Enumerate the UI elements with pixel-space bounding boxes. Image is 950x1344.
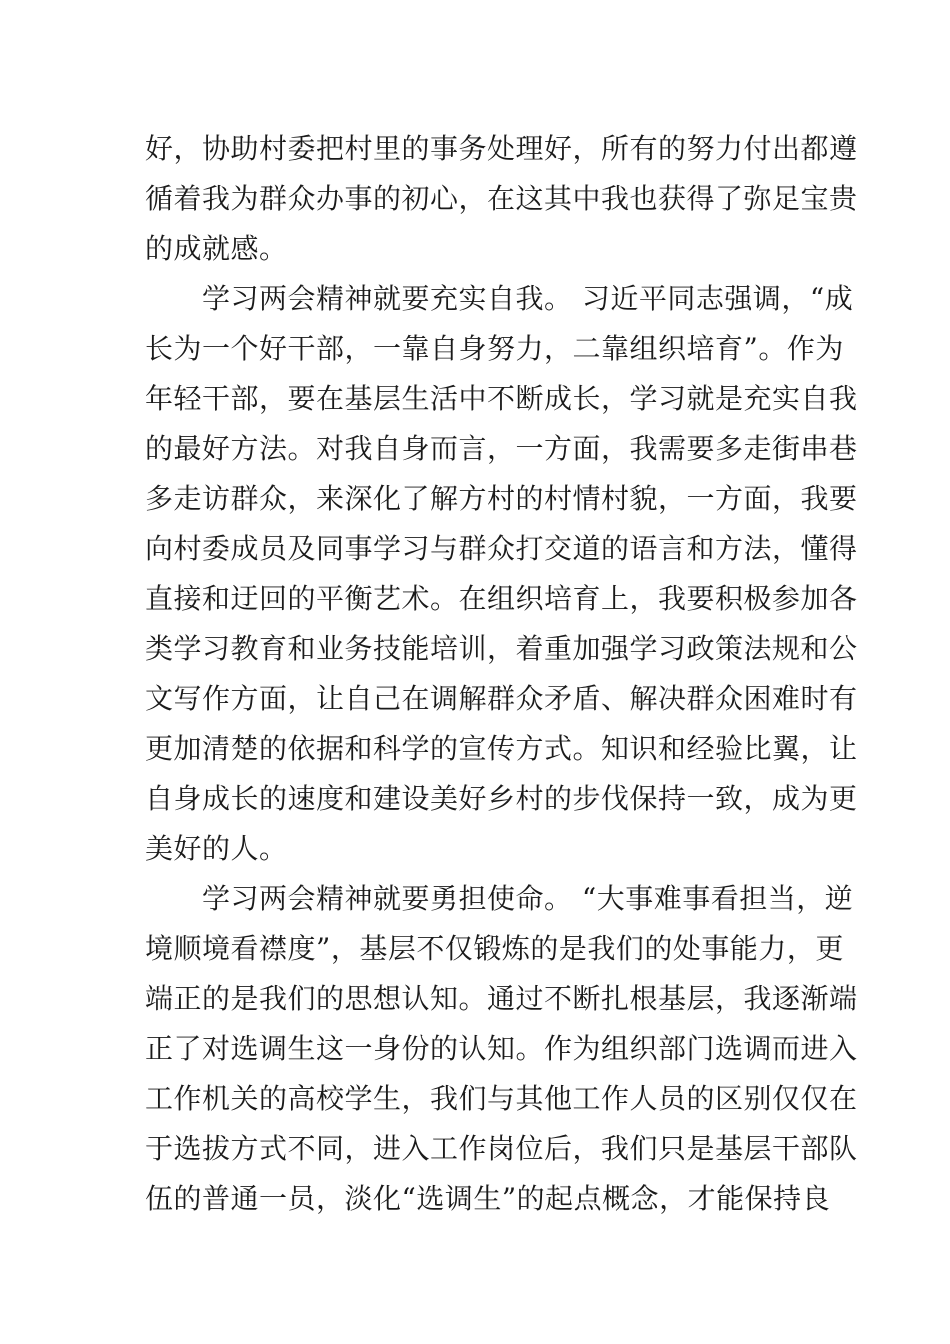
text-line: 美好的人。	[145, 832, 288, 865]
text-line: 类学习教育和业务技能培训，着重加强学习政策法规和公	[145, 632, 858, 665]
text-line: 端正的是我们的思想认知。通过不断扎根基层，我逐渐端	[145, 982, 858, 1015]
text-line: 正了对选调生这一身份的认知。作为组织部门选调而进入	[145, 1032, 858, 1065]
text-line: 伍的普通一员，淡化“选调生”的起点概念，才能保持良	[145, 1182, 831, 1215]
text-line: 文写作方面，让自己在调解群众矛盾、解决群众困难时有	[145, 682, 858, 715]
body-text	[145, 124, 858, 1224]
text-line: 长为一个好干部，一靠自身努力，二靠组织培育”。作为	[145, 332, 844, 365]
text-line: 的最好方法。对我自身而言，一方面，我需要多走街串巷	[145, 432, 858, 465]
text-line: 工作机关的高校学生，我们与其他工作人员的区别仅仅在	[145, 1082, 858, 1115]
text-line: 学习两会精神就要充实自我。 习近平同志强调，“成	[145, 282, 854, 315]
text-line: 好，协助村委把村里的事务处理好，所有的努力付出都遵	[145, 132, 858, 165]
text-line: 学习两会精神就要勇担使命。 “大事难事看担当，逆	[145, 882, 854, 915]
text-line: 直接和迂回的平衡艺术。在组织培育上，我要积极参加各	[145, 582, 858, 615]
text-line: 多走访群众，来深化了解方村的村情村貌，一方面，我要	[145, 482, 858, 515]
text-line: 向村委成员及同事学习与群众打交道的语言和方法，懂得	[145, 532, 858, 565]
text-line: 年轻干部，要在基层生活中不断成长，学习就是充实自我	[145, 382, 858, 415]
text-line: 于选拔方式不同，进入工作岗位后，我们只是基层干部队	[145, 1132, 858, 1165]
text-line: 境顺境看襟度”，基层不仅锻炼的是我们的处事能力，更	[145, 932, 844, 965]
text-line: 更加清楚的依据和科学的宣传方式。知识和经验比翼，让	[145, 732, 858, 765]
text-line: 自身成长的速度和建设美好乡村的步伐保持一致，成为更	[145, 782, 858, 815]
text-line: 循着我为群众办事的初心，在这其中我也获得了弥足宝贵	[145, 182, 858, 215]
text-line: 的成就感。	[145, 232, 288, 265]
